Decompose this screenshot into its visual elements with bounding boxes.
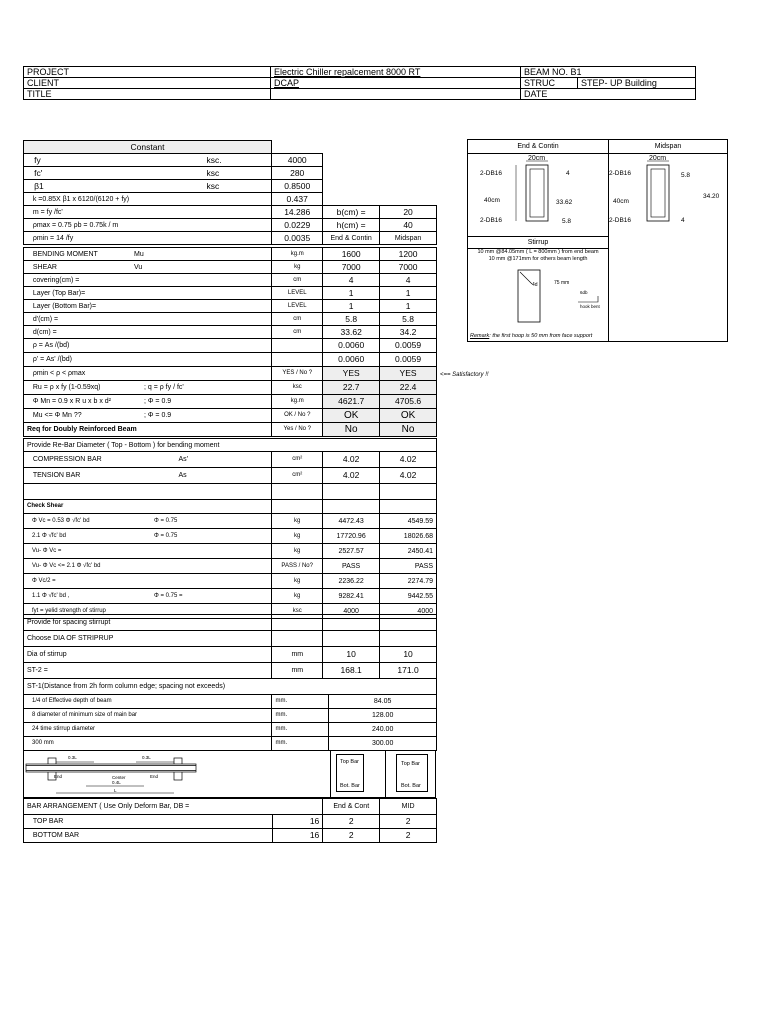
shear-row: Vu- Φ Vc <= 2.1 Φ √fc' bd PASS / No? PASS PASS xyxy=(24,559,437,574)
shear-row: 1.1 Φ √fc' bd , Φ = 0.75 = kg 9282.41 9442.55 xyxy=(24,589,437,604)
dim-right-label: 0.3L xyxy=(142,755,151,760)
end-cover-top-label: 4 xyxy=(566,170,570,177)
calc-row: d'(cm) = cm 5.8 5.8 xyxy=(24,313,437,326)
bar-diagram-area xyxy=(23,750,436,798)
const-row: ρmin = 14 /fy xyxy=(24,232,272,245)
title-label: TITLE xyxy=(24,89,271,100)
calc-row: ρ = As /(bd) 0.0060 0.0059 xyxy=(24,339,437,353)
calc-row: SHEAR Vu kg 7000 7000 xyxy=(24,261,437,274)
constants-table: fy ksc. 4000 fc' ksc 280 β1 ksc 0.8500 k =0.85X β1 x 6120/(6120 + fy) 0.437 m = fy /fc' 14.286 b(cm) = 20 ρmax = 0.75 ρb = 0.75k / m 0.0229 h(cm) = 40 ρmin = 14 /fy 0.0035 End & Contin Midspan xyxy=(23,153,437,245)
remark: Remark: the first hoop is 50 mm from face support xyxy=(470,333,593,339)
end-left-label: End xyxy=(54,774,63,779)
hook-bent-shape xyxy=(578,296,598,302)
const-row: fy ksc. xyxy=(24,154,272,167)
calc-row: Req for Doubly Reinforced Beam Yes / No ? No No xyxy=(24,423,437,437)
end-section-svg xyxy=(468,153,608,236)
calc-row: Mu <= Φ Mn ?? ; Φ = 0.9 OK / No ? OK OK xyxy=(24,409,437,423)
mid-height-label: 40cm xyxy=(613,198,629,205)
satisfactory-note: <== Satisfactory !! xyxy=(440,372,489,378)
stirrup-loop xyxy=(518,270,540,322)
calc-row: covering(cm) = cm 4 4 xyxy=(24,274,437,287)
end-beam-outline xyxy=(526,165,548,221)
end-cover-label: 5.8 xyxy=(562,218,572,225)
mid-beam-outline xyxy=(647,165,669,221)
const-row: ρmax = 0.75 ρb = 0.75k / m xyxy=(24,219,272,232)
spacing-row: 300 mm mm. 300.00 xyxy=(24,737,437,751)
dim-left-label: 0.3L xyxy=(68,755,77,760)
stirrup-line1: 10 mm @84.05mm ( L = 800mm ) from end beam xyxy=(477,249,599,255)
spacing-row: 8 diameter of minimum size of main bar mm. 128.00 xyxy=(24,709,437,723)
provide-rebar: Provide Re-Bar Diameter ( Top - Bottom ) for bending moment xyxy=(24,439,437,452)
calc-row: Layer (Top Bar)= LEVEL 1 1 xyxy=(24,287,437,300)
svg-text:4d: 4d xyxy=(532,282,538,288)
longitudinal-bar-diagram xyxy=(24,750,437,798)
end-width-label: 20cm xyxy=(528,155,546,162)
mid-header: Midspan xyxy=(609,140,727,154)
shear-row: 2.1 Φ √fc' bd Φ = 0.75 kg 17720.96 18026.68 xyxy=(24,529,437,544)
mid-d-label: 34.20 xyxy=(703,193,720,200)
mid-width-label: 20cm xyxy=(649,155,667,162)
svg-text:75 mm: 75 mm xyxy=(554,280,570,286)
spacing-table xyxy=(23,694,437,751)
shear-row: Φ Vc/2 = kg 2236.22 2274.79 xyxy=(24,574,437,589)
calc-row: BENDING MOMENT Mu kg.m 1600 1200 xyxy=(24,248,437,261)
shear-row: Φ Vc = 0.53 Φ √fc' bd Φ = 0.75 kg 4472.43 4549.59 xyxy=(24,514,437,529)
const-row: β1 ksc xyxy=(24,180,272,193)
beam-no: BEAM NO. B1 xyxy=(521,67,696,78)
calc-row: ρ' = As' /(bd) 0.0060 0.0059 xyxy=(24,353,437,367)
bar-arrangement-table: BAR ARRANGEMENT ( Use Only Deform Bar, DB = End & Cont MID TOP BAR 16 2 2 BOTTOM BAR 16 2 2 xyxy=(23,798,437,843)
section-drawings xyxy=(467,139,728,342)
dim-mid-label: 0.4L xyxy=(112,780,121,785)
calc-row: ρmin < ρ < ρmax YES / No ? YES YES xyxy=(24,367,437,381)
end-header: End & Contin xyxy=(468,140,609,154)
stirrup-header: Stirrup xyxy=(468,237,608,249)
mid-cover-label: 5.8 xyxy=(681,172,691,179)
end-bottom-bar-label: 2-DB16 xyxy=(480,217,503,224)
const-row: m = fy /fc' xyxy=(24,206,272,219)
calc-row: Φ Mn = 0.9 x R u x b x d² ; Φ = 0.9 kg.m 4621.7 4705.6 xyxy=(24,395,437,409)
rebar-shear-table: Provide Re-Bar Diameter ( Top - Bottom ) for bending moment COMPRESSION BAR As' cm² 4.02 4.02 TENSION BAR As cm² 4.02 4.02 Check Shear Φ Vc = 0.53 Φ √fc' bd Φ = 0.75 kg 4472.43 4549.59 2.1 Φ √fc' bd Φ = 0.75 kg 17720.96 18026.68 Vu- Φ Vc = kg 2527.57 2450.41 Vu- Φ Vc <= 2.1 Φ √fc' bd PASS / No? PASS PASS Φ Vc/2 = kg 2236.22 2274.79 1.1 Φ √fc' bd , Φ = 0.75 = kg 9282.41 9442.55 fyt = yelid strength of stirrup ksc 4000 4000 xyxy=(23,438,437,619)
calc-row: Ru = ρ x fy (1-0.59xq) ; q = ρ fy / fc' ksc 22.7 22.4 xyxy=(24,381,437,395)
const-row: fc' ksc xyxy=(24,167,272,180)
dim-span-label: L xyxy=(114,788,117,793)
shear-row: Vu- Φ Vc = kg 2527.57 2450.41 xyxy=(24,544,437,559)
mid-section-svg xyxy=(609,153,727,236)
calc-row: d(cm) = cm 33.62 34.2 xyxy=(24,326,437,339)
mid-top-bar-label: 2-DB16 xyxy=(609,170,632,177)
svg-text:hook bent: hook bent xyxy=(580,304,600,309)
calc-table xyxy=(23,247,437,437)
const-row: k =0.85X β1 x 6120/(6120 + fy) xyxy=(24,193,272,206)
calc-row: Layer (Bottom Bar)= LEVEL 1 1 xyxy=(24,300,437,313)
client-label: CLIENT xyxy=(24,78,271,89)
end-d-label: 33.62 xyxy=(556,199,573,206)
date-label: DATE xyxy=(521,89,696,100)
mid-cover-bottom-label: 4 xyxy=(681,217,685,224)
svg-text:6db: 6db xyxy=(580,290,588,295)
stirrup-hook-svg xyxy=(468,264,608,328)
stirrup-line2: 10 mm @171mm for others beam length xyxy=(488,256,588,262)
spacing-row: 24 time stirrup diameter mm. 240.00 xyxy=(24,723,437,737)
stirrup-hook xyxy=(520,272,532,284)
struc-label: STRUC xyxy=(521,78,578,89)
constant-header: Constant xyxy=(24,141,272,154)
section-mid-mini: Top Bar Bot. Bar xyxy=(396,754,428,792)
mid-bottom-bar-label: 2-DB16 xyxy=(609,217,632,224)
project-label: PROJECT xyxy=(24,67,271,78)
calc-sheet xyxy=(23,140,272,154)
struc-value: STEP- UP Building xyxy=(578,78,696,89)
spacing-row: 1/4 of Effective depth of beam mm. 84.05 xyxy=(24,695,437,709)
end-height-label: 40cm xyxy=(484,197,500,204)
constant-header-table xyxy=(23,140,272,154)
header-table xyxy=(23,66,696,100)
client-value: DCAP xyxy=(271,78,521,89)
stirrup-table: Provide for spacing stirrupt Choose DIA OF STRIPRUP Dia of stirrup mm 10 10 ST-2 = mm 168.1 171.0 ST-1(Distance from 2h form column edge; spacing not exceeds) xyxy=(23,614,437,695)
section-end-mini: Top Bar Bot. Bar xyxy=(336,754,364,792)
project-value: Electric Chiller repalcement 8000 RT xyxy=(271,67,521,78)
end-right-label: End xyxy=(150,774,159,779)
check-shear: Check Shear xyxy=(24,500,272,514)
end-top-bar-label: 2-DB16 xyxy=(480,170,503,177)
center-label: Center xyxy=(112,775,126,780)
shear-row: fyt = yelid strength of stirrup ksc 4000 4000 xyxy=(24,604,437,619)
